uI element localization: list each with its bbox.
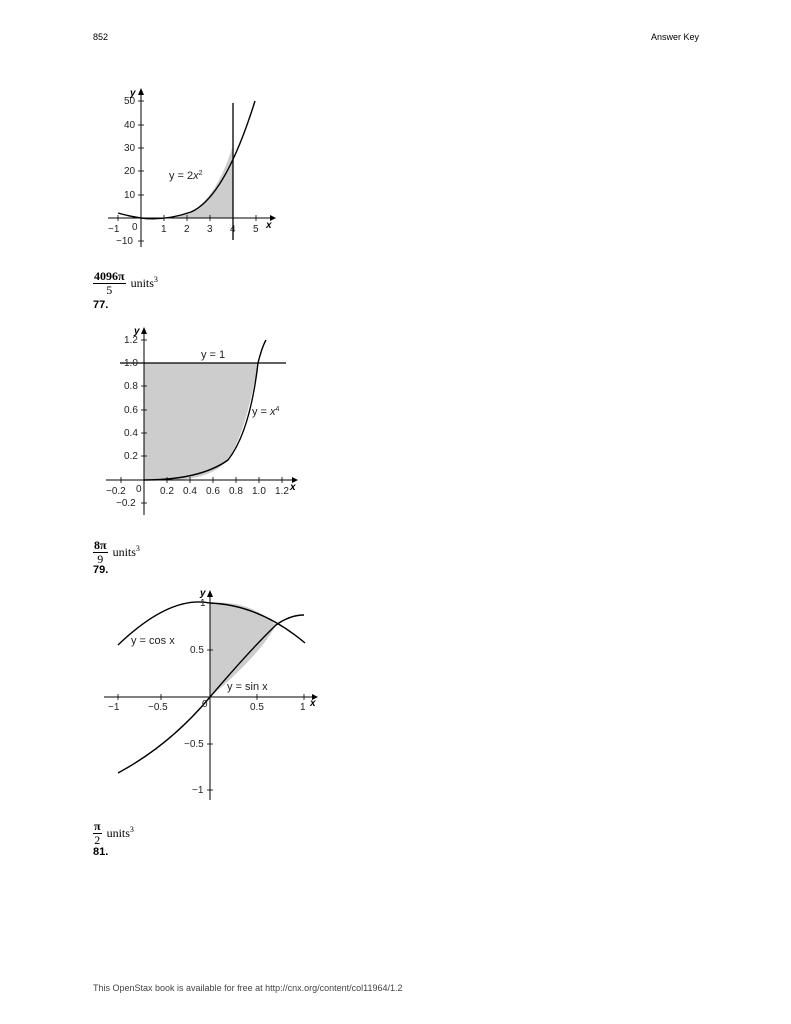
sin-label: y = sin x (227, 681, 268, 693)
y-tick-label: 1 (200, 598, 206, 609)
x-tick-label: 0 (202, 699, 208, 710)
x-tick-label: 1.0 (252, 486, 266, 497)
curve-label: $y = 2x^2$ (169, 170, 203, 182)
problem-number: 79. (93, 564, 109, 576)
x-tick-label: 0.5 (250, 702, 264, 713)
figure-trig-plot (100, 585, 330, 805)
x-tick-label: 3 (207, 224, 213, 235)
figure-parabola (100, 85, 290, 260)
figure-parabola-plot (100, 85, 290, 260)
problem-number: 77. (93, 299, 109, 311)
fraction-denominator: 9 (97, 551, 104, 566)
y-tick-label: −0.2 (116, 498, 136, 509)
x-tick-label: −0.5 (148, 702, 168, 713)
line-label: y = 1 (201, 349, 226, 361)
y-tick-label: 0.8 (124, 381, 138, 392)
figure-quartic (100, 322, 310, 522)
answer-fraction (93, 820, 102, 846)
y-tick-label: −10 (116, 236, 133, 247)
answer-fraction (93, 539, 108, 565)
y-tick-label: 50 (124, 96, 136, 107)
shaded-region (144, 363, 258, 480)
y-tick-label: 40 (124, 120, 136, 131)
figure-trig (100, 585, 330, 805)
y-axis-arrow (141, 327, 147, 334)
x-tick-label: 4 (230, 224, 236, 235)
y-axis-arrow (138, 88, 144, 95)
y-tick-label: 1.0 (124, 358, 138, 369)
fraction-numerator: π (94, 819, 101, 833)
x-tick-label: 1 (161, 224, 167, 235)
fraction-numerator: 8π (94, 538, 107, 552)
y-tick-label: 0.4 (124, 428, 138, 439)
page-number: 852 (93, 32, 109, 42)
x-tick-label: 0 (132, 222, 138, 233)
answer-2 (93, 539, 140, 565)
cos-label: y = cos x (131, 635, 175, 647)
x-tick-label: −1 (108, 224, 120, 235)
x-tick-label: 1 (300, 702, 306, 713)
y-tick-label: 30 (124, 143, 136, 154)
units-label: units$^3$ (112, 544, 140, 560)
x-tick-label: 0 (136, 484, 142, 495)
section-title: Answer Key (650, 32, 699, 42)
problem-number: 81. (93, 846, 109, 858)
answer-1 (93, 270, 158, 296)
x-tick-label: 0.8 (229, 486, 243, 497)
y-axis-arrow (207, 590, 213, 597)
x-tick-label: 1.2 (275, 486, 289, 497)
y-axis-label: y (200, 588, 206, 599)
x-tick-label: 0.6 (206, 486, 220, 497)
answer-3 (93, 820, 134, 846)
y-tick-label: 0.2 (124, 451, 138, 462)
x-axis-label: x (290, 482, 296, 493)
y-axis-label: y (134, 326, 140, 337)
fraction-denominator: 5 (106, 282, 113, 297)
x-tick-label: 0.2 (160, 486, 174, 497)
figure-quartic-plot (100, 322, 310, 522)
footer-note: This OpenStax book is available for free at http://cnx.org/content/col11964/1.2 (93, 983, 403, 993)
y-tick-label: −0.5 (184, 739, 204, 750)
x-axis-label: x (310, 698, 316, 709)
x-tick-label: −1 (108, 702, 120, 713)
fraction-numerator: 4096π (94, 269, 125, 283)
y-tick-label: 10 (124, 190, 136, 201)
x-axis-label: x (266, 220, 272, 231)
units-label: units$^3$ (106, 825, 134, 841)
y-tick-label: 20 (124, 166, 136, 177)
x-tick-label: 0.4 (183, 486, 197, 497)
y-tick-label: −1 (192, 785, 204, 796)
x-tick-label: −0.2 (106, 486, 126, 497)
x-tick-label: 2 (184, 224, 190, 235)
x-tick-label: 5 (253, 224, 259, 235)
y-axis-label: y (130, 88, 136, 99)
units-label: units$^3$ (130, 275, 158, 291)
curve-label: $y = x^4$ (252, 406, 280, 418)
answer-fraction (93, 270, 126, 296)
parabola-curve (118, 101, 255, 219)
y-tick-label: 0.6 (124, 405, 138, 416)
y-tick-label: 0.5 (190, 645, 204, 656)
y-tick-label: 1.2 (124, 335, 138, 346)
fraction-denominator: 2 (94, 832, 101, 847)
